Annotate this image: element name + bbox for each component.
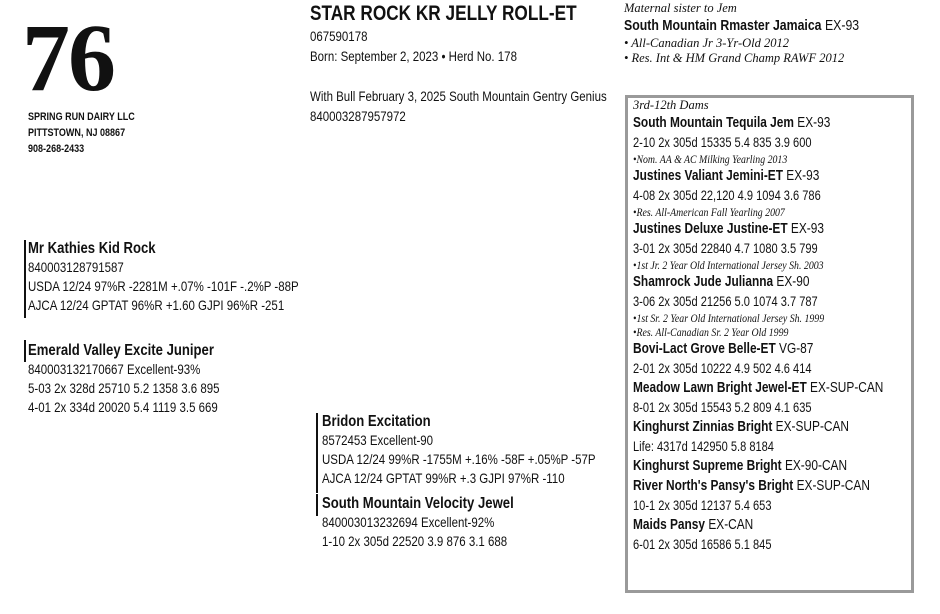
maternal-sister-label: Maternal sister to Jem xyxy=(624,1,737,15)
granddam-id-class: 840003013232694 Excellent-92% xyxy=(322,514,495,530)
dam-sire-name: Bridon Excitation xyxy=(322,413,431,430)
dam-entry-name: Shamrock Jude Julianna xyxy=(633,274,774,290)
consignor-block xyxy=(28,109,135,157)
dam-sire-block xyxy=(322,412,596,488)
dam-record: 4-01 2x 334d 20020 5.4 1119 3.5 669 xyxy=(28,399,218,415)
granddam-name: South Mountain Velocity Jewel xyxy=(322,495,514,512)
dam-sire-usda: USDA 12/24 99%R -1755M +.16% -58F +.05%P -57P xyxy=(322,451,596,467)
maternal-sister-note: • Res. Int & HM Grand Champ RAWF 2012 xyxy=(624,51,845,65)
dam-entry-note: •1st Jr. 2 Year Old International Jersey Sh. 2003 xyxy=(633,258,824,272)
lot-number: 76 xyxy=(22,4,114,111)
sire-block xyxy=(28,239,299,315)
consignor-name: SPRING RUN DAIRY LLC xyxy=(28,111,135,123)
dam-entry xyxy=(633,456,883,476)
dam-entry-record: 8-01 2x 305d 15543 5.2 809 4.1 635 xyxy=(633,400,812,415)
dam-entry xyxy=(633,339,883,378)
dam-entry xyxy=(633,272,883,339)
dam-entry-name: Kinghurst Zinnias Bright xyxy=(633,419,773,435)
dams-list xyxy=(633,98,938,554)
consignor-location: PITTSTOWN, NJ 08867 xyxy=(28,127,126,139)
dam-entry-record: 6-01 2x 305d 16586 5.1 845 xyxy=(633,537,772,552)
dam-entry xyxy=(633,417,883,456)
dam-entry-name: Meadow Lawn Bright Jewel-ET xyxy=(633,380,807,396)
pedigree-bracket xyxy=(316,413,318,493)
maternal-sister-block xyxy=(624,1,911,66)
bred-line: With Bull February 3, 2025 South Mountain Gentry Genius xyxy=(310,88,607,104)
consignor-phone: 908-268-2433 xyxy=(28,143,85,155)
dam-entry xyxy=(633,378,883,417)
maternal-sister-class: EX-93 xyxy=(824,17,860,34)
dam-record: 5-03 2x 328d 25710 5.2 1358 3.6 895 xyxy=(28,380,220,396)
dam-entry-record: Life: 4317d 142950 5.8 8184 xyxy=(633,439,774,454)
dam-entry xyxy=(633,113,883,166)
sire-name: Mr Kathies Kid Rock xyxy=(28,240,156,257)
dam-entry-record: 3-06 2x 305d 21256 5.0 1074 3.7 787 xyxy=(633,294,818,309)
dam-id-class: 840003132170667 Excellent-93% xyxy=(28,361,201,377)
sire-ajca: AJCA 12/24 GPTAT 96%R +1.60 GJPI 96%R -251 xyxy=(28,297,285,313)
dam-sire-id-class: 8572453 Excellent-90 xyxy=(322,432,434,448)
pedigree-bracket xyxy=(24,340,26,362)
dam-entry-name: South Mountain Tequila Jem xyxy=(633,115,794,131)
maternal-sister-title xyxy=(624,16,859,36)
animal-born: Born: September 2, 2023 • Herd No. 178 xyxy=(310,48,517,64)
dam-entry xyxy=(633,515,883,554)
dam-entry xyxy=(633,476,883,515)
dam-sire-ajca: AJCA 12/24 GPTAT 99%R +.3 GJPI 97%R -110 xyxy=(322,470,565,486)
bred-info xyxy=(310,86,607,126)
dam-entry-class: EX-CAN xyxy=(708,517,754,533)
dam-entry-class: EX-93 xyxy=(790,221,824,237)
dam-block xyxy=(28,341,220,417)
dam-entry-name: Bovi-Lact Grove Belle-ET xyxy=(633,341,776,357)
dam-entry xyxy=(633,166,883,219)
dam-entry-class: EX-93 xyxy=(797,115,831,131)
dam-name: Emerald Valley Excite Juniper xyxy=(28,342,214,359)
dam-entry-class: EX-90 xyxy=(776,274,810,290)
dam-entry-note: •Nom. AA & AC Milking Yearling 2013 xyxy=(633,152,788,166)
dam-entry-class: EX-SUP-CAN xyxy=(775,419,850,435)
dam-entry-note: •Res. All-Canadian Sr. 2 Year Old 1999 xyxy=(633,325,789,339)
dams-heading: 3rd-12th Dams xyxy=(633,98,709,112)
granddam-record: 1-10 2x 305d 22520 3.9 876 3.1 688 xyxy=(322,533,508,549)
dam-entry-record: 4-08 2x 305d 22,120 4.9 1094 3.6 786 xyxy=(633,188,821,203)
animal-header xyxy=(310,2,577,66)
dam-entry xyxy=(633,219,883,272)
dam-entry-note: •1st Sr. 2 Year Old International Jersey Sh. 1999 xyxy=(633,311,825,325)
dam-entry-record: 2-10 2x 305d 15335 5.4 835 3.9 600 xyxy=(633,135,812,150)
maternal-sister-note: • All-Canadian Jr 3-Yr-Old 2012 xyxy=(624,36,790,50)
animal-name: STAR ROCK KR JELLY ROLL-ET xyxy=(310,2,577,25)
sire-usda: USDA 12/24 97%R -2281M +.07% -101F -.2%P -88P xyxy=(28,278,299,294)
dam-entry-name: Justines Valiant Jemini-ET xyxy=(633,168,783,184)
sire-id: 840003128791587 xyxy=(28,259,124,275)
dam-entry-class: EX-SUP-CAN xyxy=(810,380,884,396)
bred-id: 840003287957972 xyxy=(310,108,406,124)
dam-entry-class: EX-93 xyxy=(786,168,820,184)
dam-entry-record: 2-01 2x 305d 10222 4.9 502 4.6 414 xyxy=(633,361,812,376)
dam-entry-note: •Res. All-American Fall Yearling 2007 xyxy=(633,205,785,219)
pedigree-bracket xyxy=(316,494,318,516)
animal-id: 067590178 xyxy=(310,28,368,44)
dam-entry-name: Justines Deluxe Justine-ET xyxy=(633,221,788,237)
dam-entry-name: Kinghurst Supreme Bright xyxy=(633,458,782,474)
dam-entry-record: 3-01 2x 305d 22840 4.7 1080 3.5 799 xyxy=(633,241,818,256)
dam-entry-class: VG-87 xyxy=(779,341,814,357)
pedigree-bracket xyxy=(24,240,26,318)
dam-entry-class: EX-SUP-CAN xyxy=(796,478,870,494)
dam-entry-record: 10-1 2x 305d 12137 5.4 653 xyxy=(633,498,772,513)
granddam-block xyxy=(322,494,514,551)
maternal-sister-name: South Mountain Rmaster Jamaica xyxy=(624,17,822,34)
dam-entry-class: EX-90-CAN xyxy=(784,458,848,474)
dam-entry-name: River North's Pansy's Bright xyxy=(633,478,794,494)
dam-entry-name: Maids Pansy xyxy=(633,517,706,533)
